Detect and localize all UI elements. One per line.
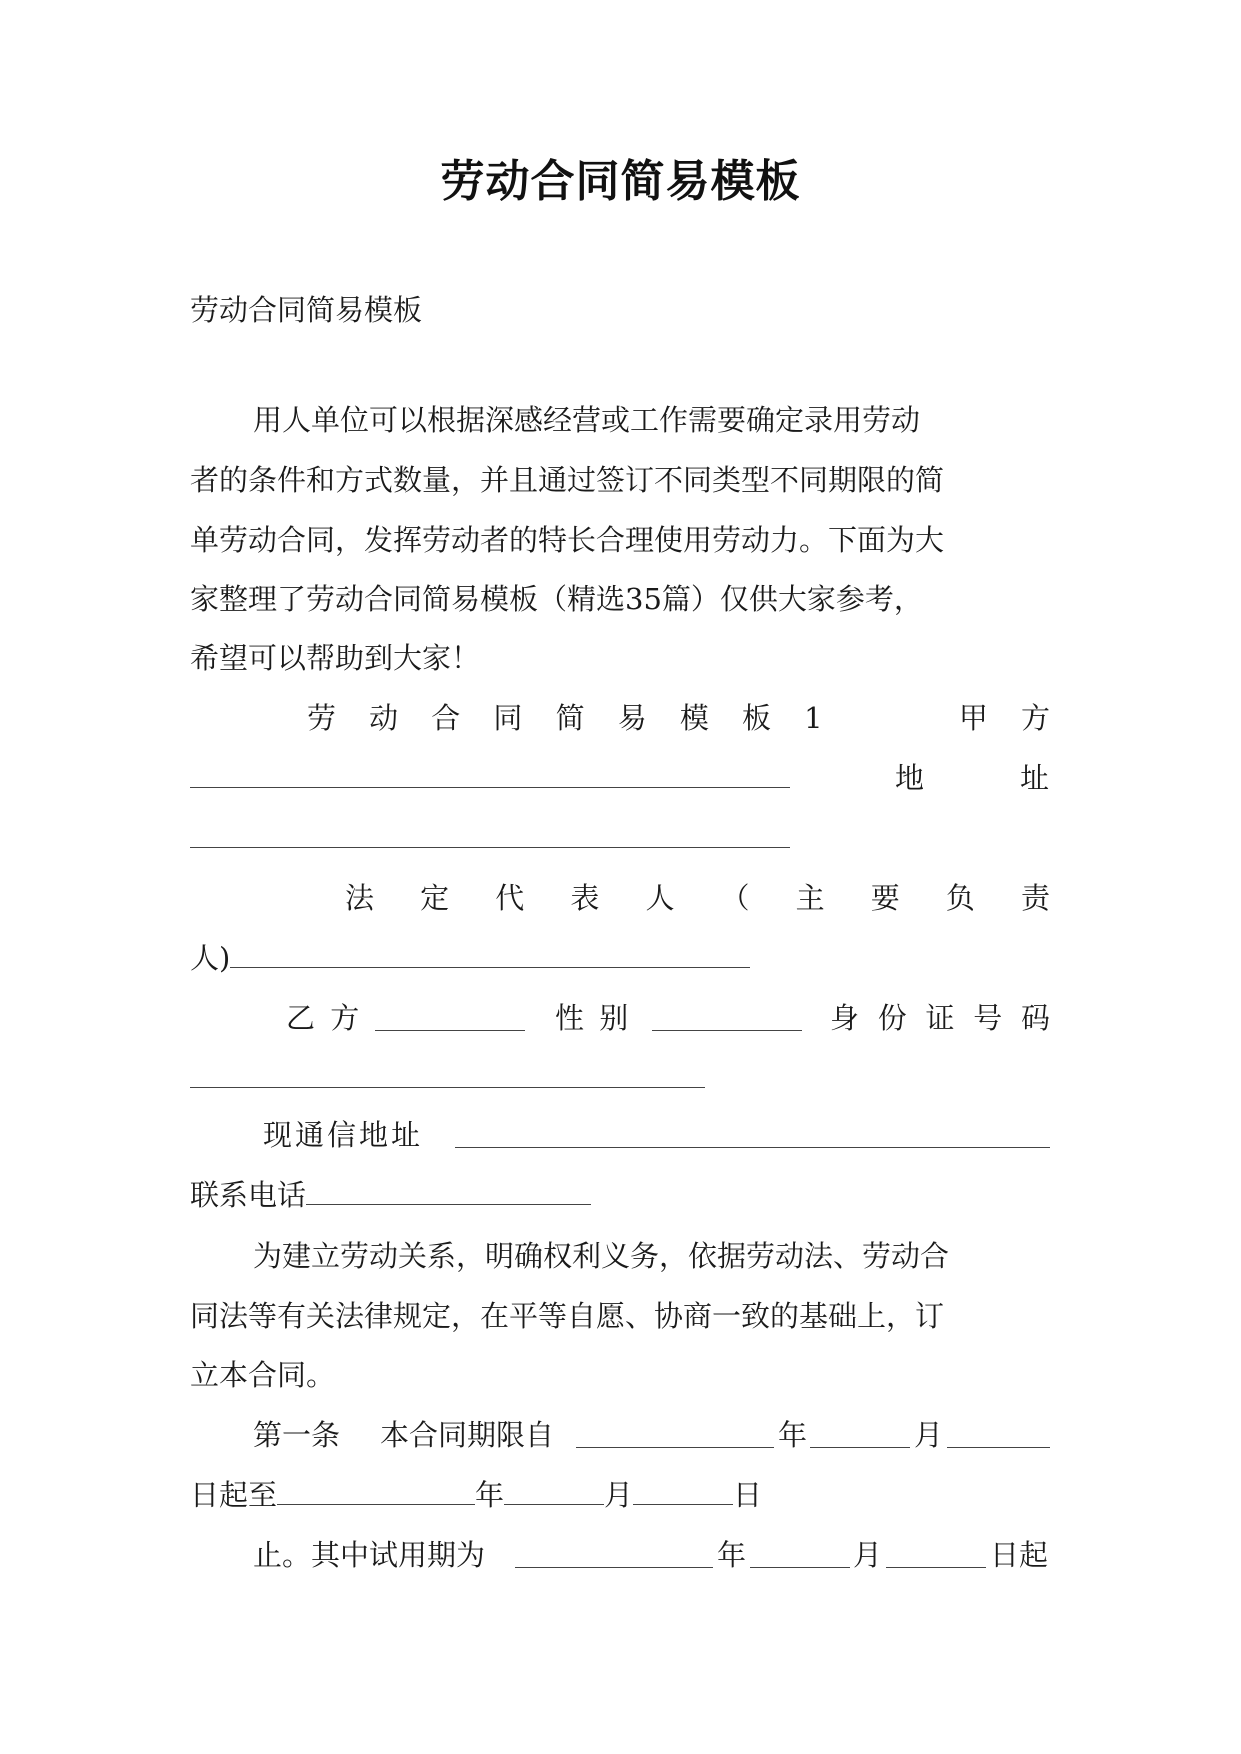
heading-char: 易 bbox=[617, 701, 647, 735]
id-char: 号 bbox=[973, 1001, 1003, 1035]
day-start-label: 日起 bbox=[990, 1538, 1049, 1572]
address-char: 址 bbox=[1020, 761, 1050, 795]
legal-rep-char: 负 bbox=[945, 881, 975, 915]
end-month-blank[interactable] bbox=[504, 1476, 604, 1505]
party-a-char: 方 bbox=[1020, 701, 1050, 735]
legal-rep-char: 人 bbox=[645, 881, 675, 915]
legal-rep-row bbox=[345, 878, 1050, 918]
legal-rep-char: 表 bbox=[570, 881, 600, 915]
month-label: 月 bbox=[604, 1478, 634, 1512]
month-label: 月 bbox=[853, 1538, 883, 1572]
heading-number: 1 bbox=[804, 701, 823, 735]
start-day-blank[interactable] bbox=[947, 1419, 1050, 1448]
intro-line-2: 者的条件和方式数量，并且通过签订不同类型不同期限的简 bbox=[190, 463, 945, 497]
trial-year-blank[interactable] bbox=[515, 1539, 713, 1568]
purpose-line-1: 为建立劳动关系，明确权利义务，依据劳动法、劳动合 bbox=[253, 1239, 950, 1273]
id-char: 码 bbox=[1020, 1001, 1050, 1035]
template-heading-row bbox=[307, 698, 1050, 738]
address-blank[interactable] bbox=[190, 819, 790, 848]
year-label: 年 bbox=[717, 1538, 747, 1572]
trial-day-blank[interactable] bbox=[886, 1539, 986, 1568]
end-year-blank[interactable] bbox=[277, 1476, 475, 1505]
address-char: 地 bbox=[895, 761, 925, 795]
legal-rep-end: 人) bbox=[190, 941, 231, 975]
end-day-blank[interactable] bbox=[633, 1476, 733, 1505]
heading-char: 合 bbox=[431, 701, 461, 735]
heading-char: 动 bbox=[369, 701, 399, 735]
id-char: 证 bbox=[925, 1001, 955, 1035]
legal-rep-blank[interactable] bbox=[230, 939, 750, 968]
legal-rep-end-row bbox=[190, 938, 1050, 978]
id-char: 份 bbox=[877, 1001, 907, 1035]
legal-rep-char: 法 bbox=[345, 881, 375, 915]
legal-rep-char: 代 bbox=[495, 881, 525, 915]
party-a-char: 甲 bbox=[958, 701, 988, 735]
party-a-address-row bbox=[190, 758, 1050, 798]
id-number-blank[interactable] bbox=[190, 1059, 705, 1088]
party-b-blank[interactable] bbox=[375, 1002, 525, 1031]
current-address-blank[interactable] bbox=[455, 1119, 1050, 1148]
trial-period-label: 止。其中试用期为 bbox=[253, 1538, 486, 1572]
day-label: 日 bbox=[733, 1478, 763, 1512]
id-blank-row bbox=[190, 1058, 1050, 1098]
article-1-end-row bbox=[190, 1475, 1050, 1515]
trial-month-blank[interactable] bbox=[750, 1539, 850, 1568]
heading-char: 板 bbox=[741, 701, 771, 735]
purpose-line-2: 同法等有关法律规定，在平等自愿、协商一致的基础上，订 bbox=[190, 1299, 945, 1333]
document-subtitle: 劳动合同简易模板 bbox=[190, 293, 423, 327]
legal-rep-char: （ bbox=[720, 881, 750, 915]
start-month-blank[interactable] bbox=[810, 1419, 910, 1448]
heading-char: 劳 bbox=[307, 701, 337, 735]
year-label: 年 bbox=[475, 1478, 505, 1512]
id-char: 身 bbox=[830, 1001, 860, 1035]
legal-rep-char: 责 bbox=[1020, 881, 1050, 915]
heading-char: 模 bbox=[679, 701, 709, 735]
phone-label: 联系电话 bbox=[190, 1178, 307, 1212]
from-to-label: 日起至 bbox=[190, 1478, 278, 1512]
party-a-blank[interactable] bbox=[190, 759, 790, 788]
gender-blank[interactable] bbox=[652, 1002, 802, 1031]
month-label: 月 bbox=[914, 1418, 944, 1452]
current-address-label: 现通信地址 bbox=[263, 1118, 424, 1152]
article-1-text: 本合同期限自 bbox=[380, 1418, 555, 1452]
address-blank-row bbox=[190, 818, 1050, 858]
intro-line-3: 单劳动合同，发挥劳动者的特长合理使用劳动力。下面为大 bbox=[190, 523, 945, 557]
year-label: 年 bbox=[778, 1418, 808, 1452]
party-b-label: 乙 方 bbox=[286, 1001, 363, 1035]
intro-line-1: 用人单位可以根据深感经营或工作需要确定录用劳动 bbox=[253, 403, 921, 437]
legal-rep-char: 定 bbox=[420, 881, 450, 915]
gender-label: 性 别 bbox=[555, 1001, 632, 1035]
legal-rep-char: 要 bbox=[870, 881, 900, 915]
heading-char: 同 bbox=[493, 701, 523, 735]
phone-blank[interactable] bbox=[306, 1176, 591, 1205]
intro-line-5: 希望可以帮助到大家！ bbox=[190, 641, 481, 675]
phone-row bbox=[190, 1175, 1050, 1215]
purpose-line-3: 立本合同。 bbox=[190, 1358, 336, 1392]
legal-rep-char: 主 bbox=[795, 881, 825, 915]
document-title: 劳动合同简易模板 bbox=[440, 156, 801, 207]
intro-line-4: 家整理了劳动合同简易模板（精选35篇）仅供大家参考， bbox=[190, 582, 923, 616]
start-year-blank[interactable] bbox=[576, 1419, 774, 1448]
heading-char: 简 bbox=[555, 701, 585, 735]
article-1-label: 第一条 bbox=[253, 1418, 341, 1452]
